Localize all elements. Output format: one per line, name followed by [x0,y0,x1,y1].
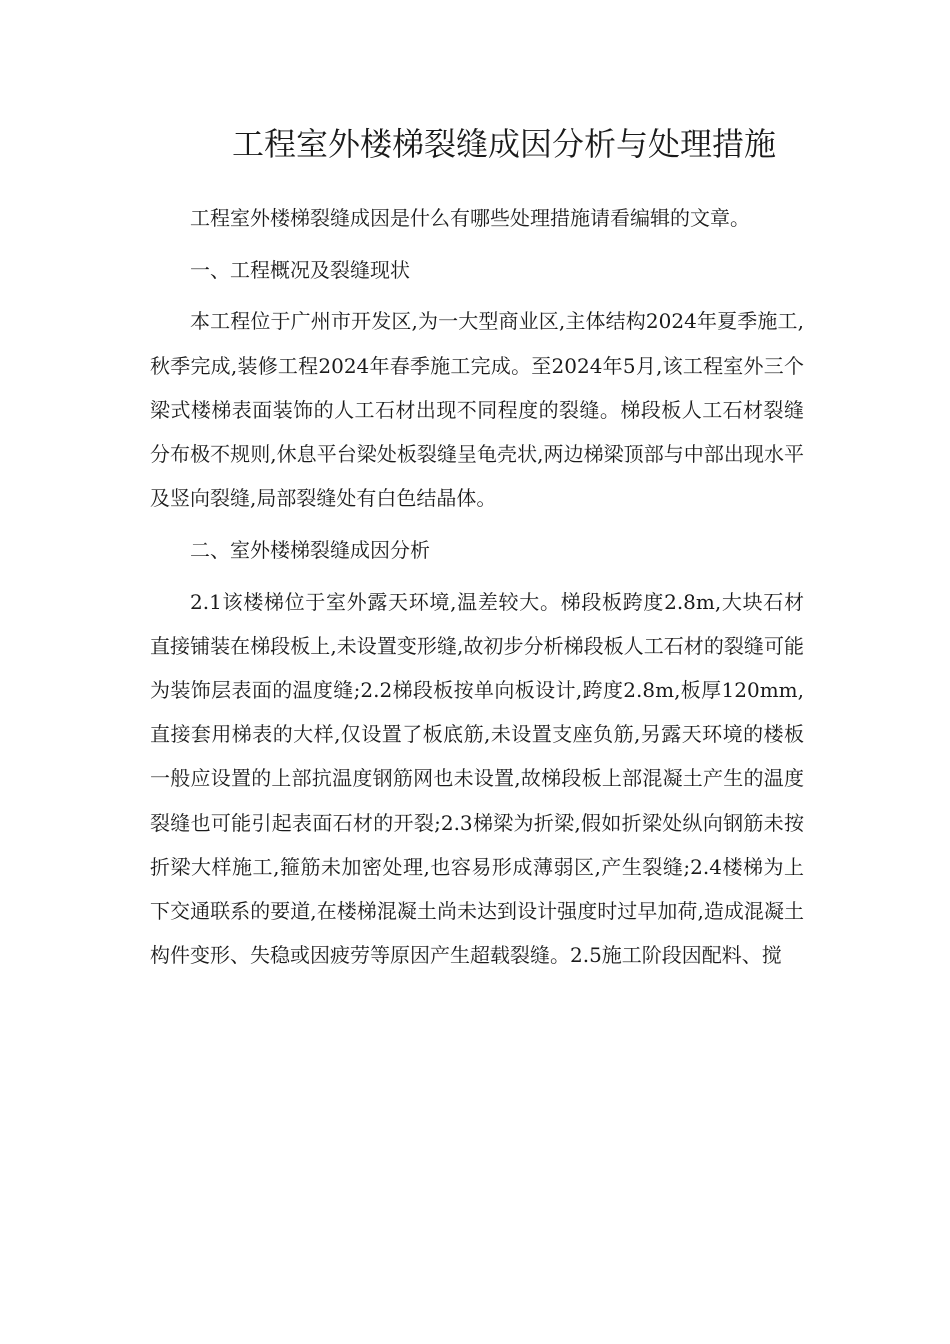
section-paragraph-2: 2.1该楼梯位于室外露天环境,温差较大。梯段板跨度2.8m,大块石材直接铺装在梯段板上,未设置变形缝,故初步分析梯段板人工石材的裂缝可能为装饰层表面的温度缝;2.2梯段板按单向板设计,跨度2.8m,板厚120mm,直接套用梯表的大样,仅设置了板底筋,未设置支座负筋,另露天环境的楼板一般应设置的上部抗温度钢筋网也未设置,故梯段板上部混凝土产生的温度裂缝也可能引起表面石材的开裂;2.3梯梁为折梁,假如折梁处纵向钢筋未按折梁大样施工,箍筋未加密处理,也容易形成薄弱区,产生裂缝;2.4楼梯为上下交通联系的要道,在楼梯混凝土尚未达到设计强度时过早加荷,造成混凝土构件变形、失稳或因疲劳等原因产生超载裂缝。2.5施工阶段因配料、搅 [150,589,804,968]
document-title: 工程室外楼梯裂缝成因分析与处理措施 [231,125,776,163]
section-paragraph-1: 本工程位于广州市开发区,为一大型商业区,主体结构2024年夏季施工,秋季完成,装修工程2024年春季施工完成。至2024年5月,该工程室外三个梁式楼梯表面装饰的人工石材出现不同程度的裂缝。梯段板人工石材裂缝分布极不规则,休息平台梁处板裂缝呈龟壳状,两边梯梁顶部与中部出现水平及竖向裂缝,局部裂缝处有白色结晶体。 [150,309,804,511]
intro-paragraph: 工程室外楼梯裂缝成因是什么有哪些处理措施请看编辑的文章。 [190,206,750,230]
section-heading-2: 二、室外楼梯裂缝成因分析 [190,537,430,562]
document-body [150,196,804,985]
section-heading-1: 一、工程概况及裂缝现状 [190,257,410,282]
